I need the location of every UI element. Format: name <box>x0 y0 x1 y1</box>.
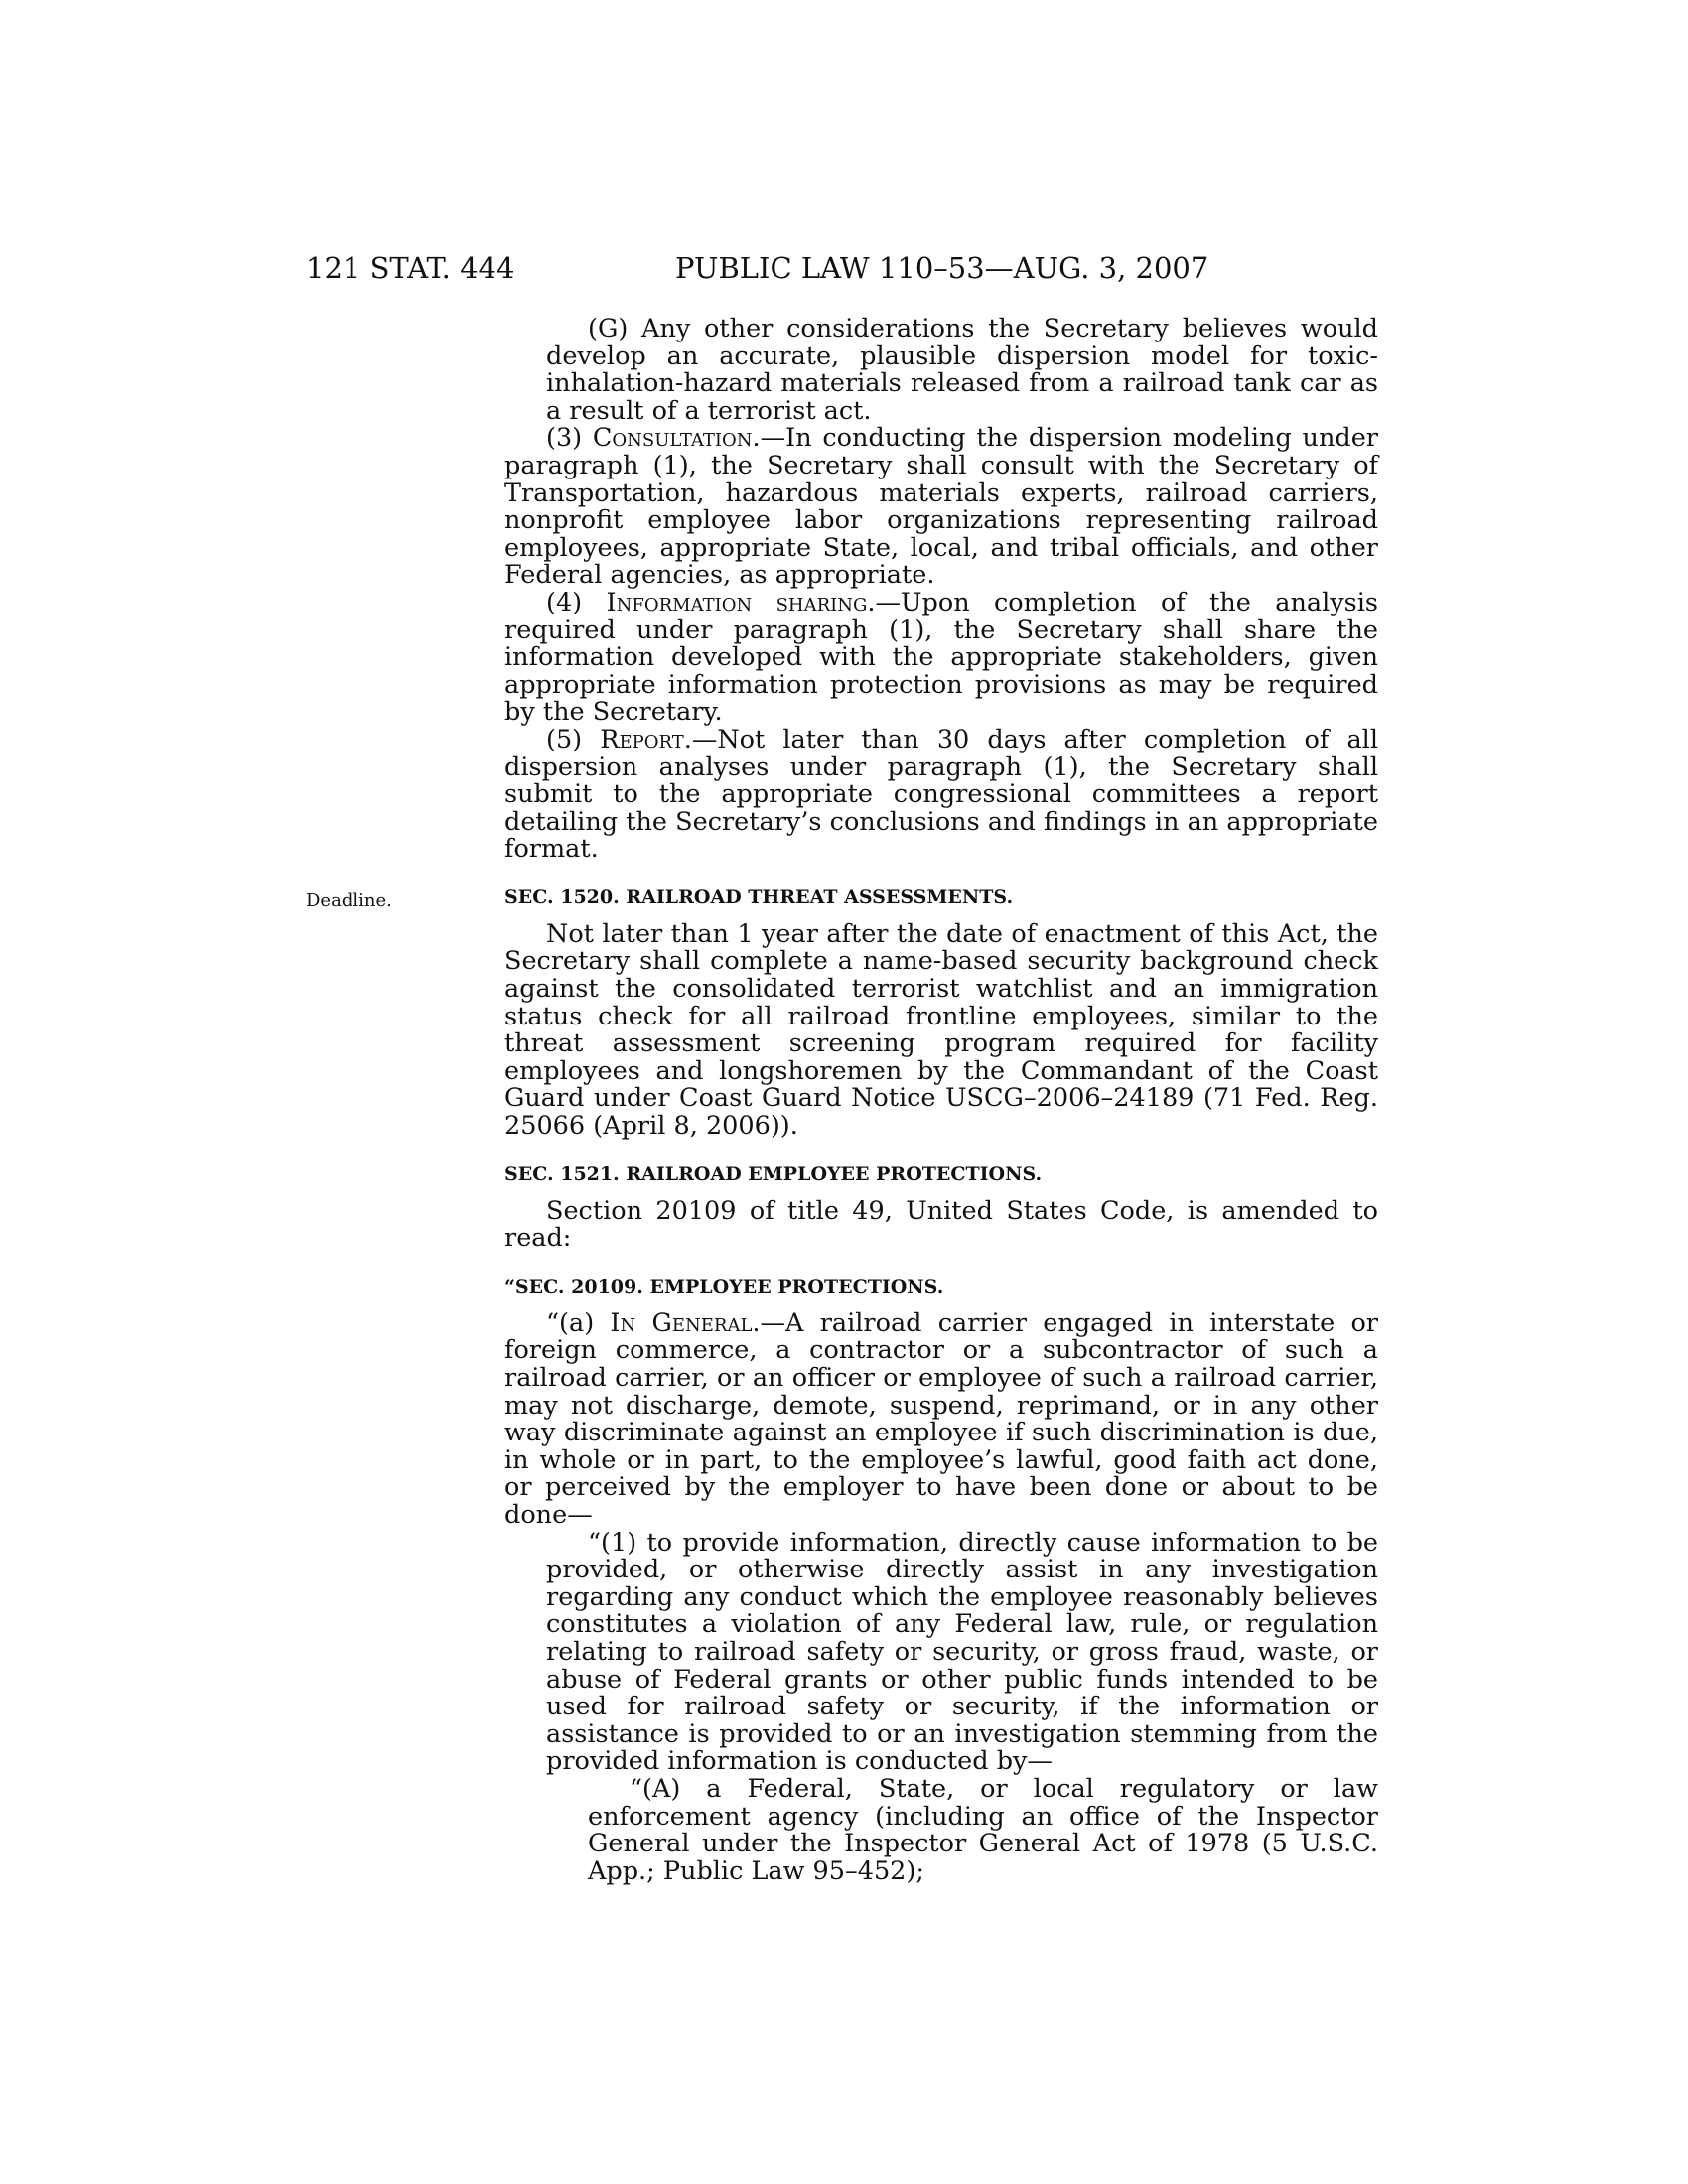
paragraph-text: .—Upon completion of the analysis required under paragraph (1), the Secretary shall share the information developed with the appropriate stakeholders, given appropriate information protection provisions as may be required by the Secretary. <box>504 587 1378 728</box>
public-law-citation: PUBLIC LAW 110–53—AUG. 3, 2007 <box>675 251 1209 285</box>
paragraph-number: (4) <box>546 587 607 617</box>
paragraph-number: “(a) <box>546 1307 611 1338</box>
section-1521-text: Section 20109 of title 49, United States Code, is amended to read: <box>504 1195 1378 1254</box>
document-body <box>504 316 1378 1885</box>
paragraph-heading: In General <box>610 1307 753 1338</box>
margin-note-deadline: Deadline. <box>306 890 392 911</box>
paragraph-consultation <box>504 425 1378 590</box>
subparagraph-a1A: “(A) a Federal, State, or local regulatory or law enforcement agency (including an office of the Inspector General under the Inspector General Act of 1978 (5 U.S.C. App.; Public Law 95–452); <box>588 1773 1378 1886</box>
paragraph-information-sharing <box>504 587 1378 728</box>
running-header <box>306 248 1378 288</box>
paragraph-text: .—A railroad carrier engaged in interstate or foreign commerce, a contractor or a subcontractor of such a railroad carrier, or an officer or employee of such a railroad carrier, may not discharge, demote, suspend, reprimand, or in any other way discriminate against an employee if such discrimination is due, in whole or in part, to the employee’s lawful, good faith act done, or perceived by the employer to have been done or about to be done— <box>504 1307 1378 1530</box>
paragraph-heading: Information sharing <box>606 587 868 617</box>
paragraph-number: (3) <box>546 423 593 454</box>
paragraph-heading: Consultation <box>592 423 753 454</box>
subsection-a <box>504 1307 1378 1530</box>
paragraph-heading: Report <box>600 724 684 754</box>
paragraph-a1: “(1) to provide information, directly cause information to be provided, or otherwise directly assist in any investigation regarding any conduct which the employee reasonably believes constitutes a violation of any Federal law, rule, or regulation relating to railroad safety or security, or gross fraud, waste, or abuse of Federal grants or other public funds intended to be used for railroad safety or security, if the information or assistance is provided to or an investigation stemming from the provided information is conducted by— <box>546 1527 1378 1777</box>
paragraph-number: (5) <box>546 724 601 754</box>
section-1520-heading: SEC. 1520. RAILROAD THREAT ASSESSMENTS. <box>504 886 1014 908</box>
section-1521-heading: SEC. 1521. RAILROAD EMPLOYEE PROTECTIONS. <box>504 1162 1043 1185</box>
paragraph-text: .—Not later than 30 days after completion of all dispersion analyses under paragraph (1), the Secretary shall submit to the appropriate congressional committees a report detailing the Secretary’s conclusions and findings in an appropriate format. <box>504 724 1378 865</box>
statute-page-number: 121 STAT. 444 <box>306 251 515 285</box>
paragraph-text: .—In conducting the dispersion modeling under paragraph (1), the Secretary shall consult with the Secretary of Transportation, hazardous materials experts, railroad carriers, nonprofit employee labor organizations representing railroad employees, appropriate State, local, and tribal officials, and other Federal agencies, as appropriate. <box>504 423 1378 591</box>
section-1520-text: Not later than 1 year after the date of enactment of this Act, the Secretary shall complete a name-based security background check against the consolidated terrorist watchlist and an immigration status check for all railroad frontline employees, similar to the threat assessment screening program required for facility employees and longshoremen by the Commandant of the Coast Guard under Coast Guard Notice USCG–2006–24189 (71 Fed. Reg. 25066 (April 8, 2006)). <box>504 918 1378 1142</box>
paragraph-g: (G) Any other considerations the Secretary believes would develop an accurate, plausible dispersion model for toxic-inhalation-hazard materials released from a railroad tank car as a result of a terrorist act. <box>546 314 1378 426</box>
section-20109-heading: “SEC. 20109. EMPLOYEE PROTECTIONS. <box>504 1275 944 1297</box>
paragraph-report <box>504 724 1378 865</box>
